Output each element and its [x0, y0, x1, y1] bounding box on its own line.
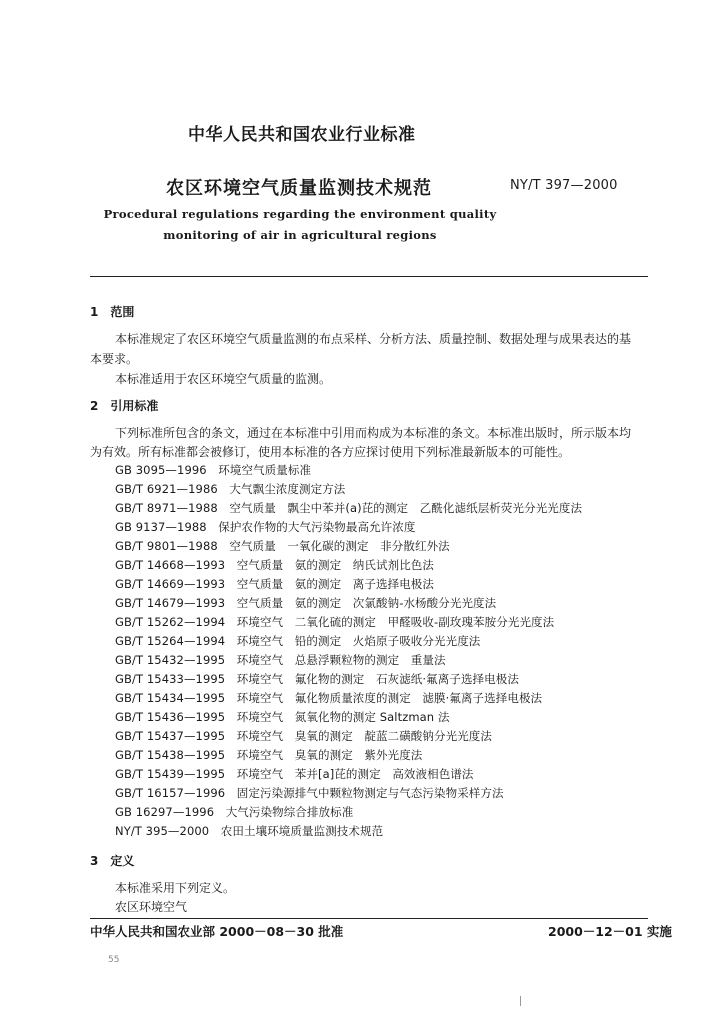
reference-item: GB 3095—1996 环境空气质量标准 — [115, 463, 312, 477]
standard-code: NY/T 397—2000 — [510, 178, 618, 193]
scan-mark — [520, 996, 521, 1006]
reference-item: GB/T 15432—1995 环境空气 总悬浮颗粒物的测定 重量法 — [115, 653, 446, 667]
reference-item: GB/T 15434—1995 环境空气 氟化物质量浓度的测定 滤膜·氟离子选择电极法 — [115, 691, 543, 705]
section-3-term: 农区环境空气 — [115, 900, 188, 914]
section-1-heading: 1 范围 — [90, 305, 135, 319]
reference-item: GB/T 15264—1994 环境空气 铅的测定 火焰原子吸收分光光度法 — [115, 634, 481, 648]
top-divider — [90, 276, 648, 277]
section-1-paragraph-line-2: 本要求。 — [90, 352, 139, 366]
reference-item: GB/T 15437—1995 环境空气 臭氧的测定 靛蓝二磺酸钠分光光度法 — [115, 729, 493, 743]
reference-item: GB/T 9801—1988 空气质量 一氧化碳的测定 非分散红外法 — [115, 539, 450, 553]
section-1-paragraph-2: 本标准适用于农区环境空气质量的监测。 — [115, 372, 332, 386]
reference-item: GB/T 15438—1995 环境空气 臭氧的测定 紫外光度法 — [115, 748, 423, 762]
reference-item: GB/T 14679—1993 空气质量 氨的测定 次氯酸钠-水杨酸分光光度法 — [115, 596, 497, 610]
reference-item: GB/T 15436—1995 环境空气 氮氧化物的测定 Saltzman 法 — [115, 710, 450, 724]
section-2-intro-line-1: 下列标准所包含的条文，通过在本标准中引用而构成为本标准的条文。本标准出版时，所示版本均 — [115, 426, 632, 440]
reference-item: GB/T 15439—1995 环境空气 苯并[a]芘的测定 高效液相色谱法 — [115, 767, 474, 781]
reference-item: GB 16297—1996 大气污染物综合排放标准 — [115, 805, 354, 819]
reference-item: GB/T 15433—1995 环境空气 氟化物的测定 石灰滤纸·氟离子选择电极法 — [115, 672, 519, 686]
section-2-heading: 2 引用标准 — [90, 399, 159, 413]
reference-item: GB/T 6921—1986 大气飘尘浓度测定方法 — [115, 482, 346, 496]
section-3-paragraph: 本标准采用下列定义。 — [115, 881, 236, 895]
english-title-line-2: monitoring of air in agricultural regions — [163, 228, 437, 242]
approval-line: 中华人民共和国农业部 2000－08－30 批准 — [90, 924, 344, 939]
reference-item: GB 9137—1988 保护农作物的大气污染物最高允许浓度 — [115, 520, 416, 534]
reference-item: GB/T 14669—1993 空气质量 氨的测定 离子选择电极法 — [115, 577, 435, 591]
reference-item: GB/T 16157—1996 固定污染源排气中颗粒物测定与气态污染物采样方法 — [115, 786, 504, 800]
english-title-line-1: Procedural regulations regarding the environment quality — [103, 207, 497, 221]
section-2-intro-line-2: 为有效。所有标准都会被修订，使用本标准的各方应探讨使用下列标准最新版本的可能性。 — [90, 445, 571, 459]
section-3-heading: 3 定义 — [90, 854, 135, 868]
section-1-paragraph-line-1: 本标准规定了农区环境空气质量监测的布点采样、分析方法、质量控制、数据处理与成果表达的基 — [115, 332, 632, 346]
bottom-divider — [90, 918, 648, 919]
document-title: 农区环境空气质量监测技术规范 — [166, 178, 432, 199]
reference-item: NY/T 395—2000 农田土壤环境质量监测技术规范 — [115, 824, 384, 838]
standard-category: 中华人民共和国农业行业标准 — [188, 125, 416, 145]
effective-date: 2000－12－01 实施 — [548, 924, 672, 939]
reference-item: GB/T 14668—1993 空气质量 氨的测定 纳氏试剂比色法 — [115, 558, 435, 572]
reference-item: GB/T 15262—1994 环境空气 二氧化硫的测定 甲醛吸收-副玫瑰苯胺分光光度法 — [115, 615, 555, 629]
reference-item: GB/T 8971—1988 空气质量 飘尘中苯并(a)芘的测定 乙酰化滤纸层析荧光分光光度法 — [115, 501, 583, 515]
page-number: 55 — [108, 955, 120, 965]
